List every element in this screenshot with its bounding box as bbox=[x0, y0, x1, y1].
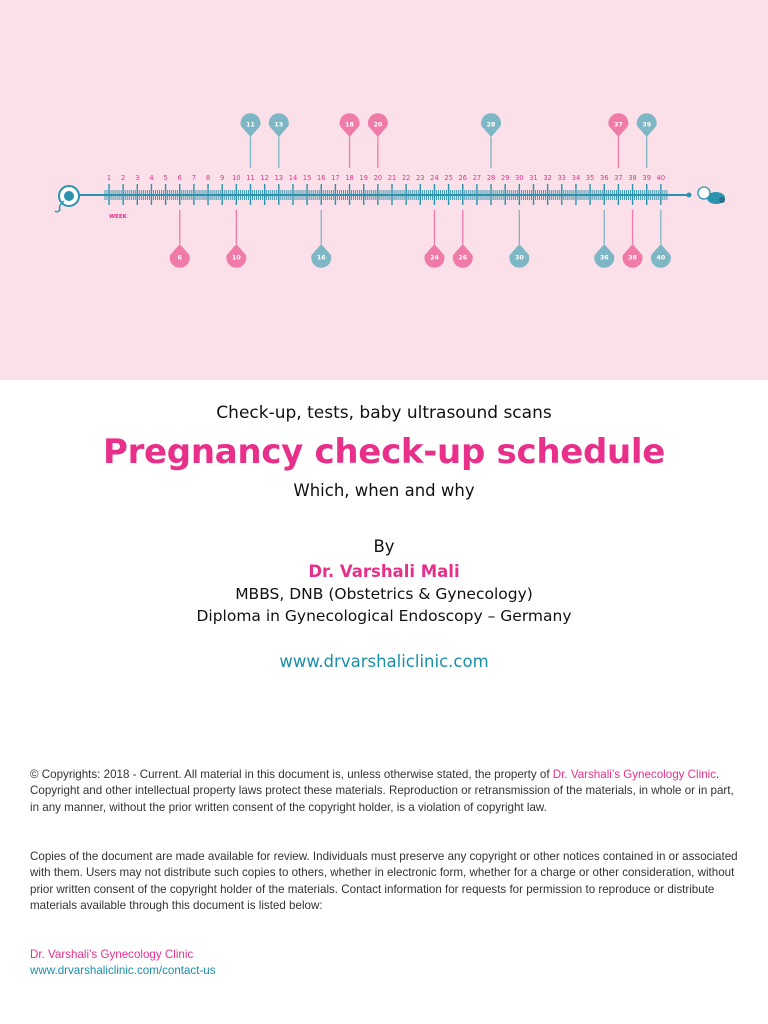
marker-below-26 bbox=[453, 210, 473, 268]
timeline-banner bbox=[0, 0, 768, 380]
marker-week-label: 11 bbox=[246, 121, 255, 129]
marker-week-label: 39 bbox=[642, 121, 652, 129]
marker-above-37 bbox=[608, 113, 628, 168]
week-label: 13 bbox=[274, 174, 283, 182]
week-label: 37 bbox=[614, 174, 623, 182]
marker-below-6 bbox=[170, 210, 190, 268]
week-label: 17 bbox=[331, 174, 340, 182]
marker-above-20 bbox=[368, 113, 388, 168]
week-label: 23 bbox=[416, 174, 425, 182]
week-label: 12 bbox=[260, 174, 269, 182]
by-label: By bbox=[373, 537, 395, 556]
week-label: 14 bbox=[288, 174, 298, 182]
marker-below-38 bbox=[623, 210, 643, 268]
week-label: 11 bbox=[246, 174, 255, 182]
marker-week-label: 36 bbox=[599, 254, 609, 262]
week-label: 22 bbox=[401, 174, 411, 182]
marker-below-10 bbox=[226, 210, 246, 268]
marker-week-label: 37 bbox=[614, 121, 623, 129]
week-label: 6 bbox=[177, 174, 182, 182]
week-label: 2 bbox=[121, 174, 126, 182]
author-diploma: Diploma in Gynecological Endoscopy – Germany bbox=[196, 607, 572, 625]
sperm-tail bbox=[55, 201, 64, 212]
marker-below-24 bbox=[424, 210, 444, 268]
marker-below-36 bbox=[594, 210, 614, 268]
week-label: 21 bbox=[387, 174, 397, 182]
marker-below-30 bbox=[509, 210, 529, 268]
week-label: 24 bbox=[430, 174, 439, 182]
copyright-text-end: . Copyright and other intellectual property laws protect these materials. Reproduction or retransmission of the materials, in whole or in part, in any manner, without the prior written consent of the copyright holder, is a violation of copyright law. bbox=[30, 768, 734, 814]
week-label: 36 bbox=[600, 174, 609, 182]
copyright-text-start: © Copyrights: 2018 - Current. All material in this document is, unless otherwise stated, the property of bbox=[30, 768, 553, 781]
week-label: 18 bbox=[345, 174, 354, 182]
marker-above-28 bbox=[481, 113, 501, 168]
pregnancy-timeline bbox=[0, 0, 768, 380]
marker-above-11 bbox=[241, 113, 261, 168]
week-label: 4 bbox=[149, 174, 154, 182]
week-label: 5 bbox=[163, 174, 168, 182]
footer-contact-link[interactable]: www.drvarshaliclinic.com/contact-us bbox=[30, 964, 216, 977]
week-label: 32 bbox=[543, 174, 552, 182]
week-label: 33 bbox=[557, 174, 566, 182]
week-label: 35 bbox=[585, 174, 595, 182]
marker-week-label: 10 bbox=[231, 254, 241, 262]
marker-above-18 bbox=[340, 113, 360, 168]
axis-label: WEEK bbox=[109, 214, 127, 220]
marker-week-label: 38 bbox=[628, 254, 637, 262]
week-label: 10 bbox=[232, 174, 241, 182]
marker-week-label: 20 bbox=[373, 121, 383, 129]
week-label: 15 bbox=[302, 174, 312, 182]
subtitle: Which, when and why bbox=[293, 481, 475, 500]
copyright-paragraph bbox=[30, 767, 738, 816]
marker-above-13 bbox=[269, 113, 289, 168]
week-label: 25 bbox=[444, 174, 453, 182]
week-label: 40 bbox=[656, 174, 666, 182]
week-label: 9 bbox=[220, 174, 225, 182]
baby-head bbox=[698, 187, 710, 199]
week-label: 27 bbox=[472, 174, 482, 182]
week-label: 7 bbox=[191, 174, 197, 182]
page-title: Pregnancy check-up schedule bbox=[102, 432, 666, 472]
week-label: 16 bbox=[317, 174, 326, 182]
baby-foot bbox=[719, 197, 725, 203]
distribution-paragraph: Copies of the document are made available for review. Individuals must preserve any copyright or other notices contained in or associated with them. Users may not distribute such copies to others, whether in electronic form, whether for a charge or other consideration, without prior written consent of the copyright holder of the materials. Contact information for requests for permission to reproduce or distribute materials available through this document is listed below: bbox=[30, 850, 738, 913]
author-credentials: MBBS, DNB (Obstetrics & Gynecology) bbox=[235, 585, 533, 603]
week-label: 31 bbox=[529, 174, 538, 182]
marker-week-label: 30 bbox=[514, 254, 524, 262]
week-label: 29 bbox=[501, 174, 510, 182]
week-label: 26 bbox=[458, 174, 467, 182]
marker-week-label: 24 bbox=[430, 254, 439, 262]
week-label: 1 bbox=[106, 174, 112, 182]
week-label: 34 bbox=[571, 174, 581, 182]
week-label: 28 bbox=[486, 174, 496, 182]
marker-week-label: 16 bbox=[316, 254, 326, 262]
marker-above-39 bbox=[637, 113, 657, 168]
week-label: 39 bbox=[642, 174, 651, 182]
baby-icon bbox=[698, 187, 725, 204]
sperm-egg-icon bbox=[55, 186, 79, 212]
egg-core bbox=[64, 191, 74, 201]
marker-week-label: 13 bbox=[274, 121, 284, 129]
week-label: 20 bbox=[373, 174, 383, 182]
marker-week-label: 28 bbox=[486, 121, 496, 129]
timeline-end-dot bbox=[687, 193, 692, 198]
week-label: 3 bbox=[135, 174, 140, 182]
marker-week-label: 18 bbox=[345, 121, 354, 129]
website-link[interactable]: www.drvarshaliclinic.com bbox=[279, 652, 489, 671]
clinic-link[interactable]: Dr. Varshali’s Gynecology Clinic bbox=[552, 768, 717, 781]
marker-week-label: 40 bbox=[656, 254, 666, 262]
week-label: 19 bbox=[359, 174, 368, 182]
marker-below-16 bbox=[311, 210, 331, 268]
marker-week-label: 6 bbox=[177, 254, 182, 262]
week-label: 30 bbox=[515, 174, 524, 182]
week-label: 8 bbox=[205, 174, 211, 182]
footer-clinic-name[interactable]: Dr. Varshali’s Gynecology Clinic bbox=[30, 948, 194, 961]
kicker-text: Check-up, tests, baby ultrasound scans bbox=[216, 403, 552, 423]
author-name: Dr. Varshali Mali bbox=[308, 562, 460, 581]
marker-below-40 bbox=[651, 210, 671, 268]
week-label: 38 bbox=[628, 174, 637, 182]
marker-week-label: 26 bbox=[458, 254, 468, 262]
